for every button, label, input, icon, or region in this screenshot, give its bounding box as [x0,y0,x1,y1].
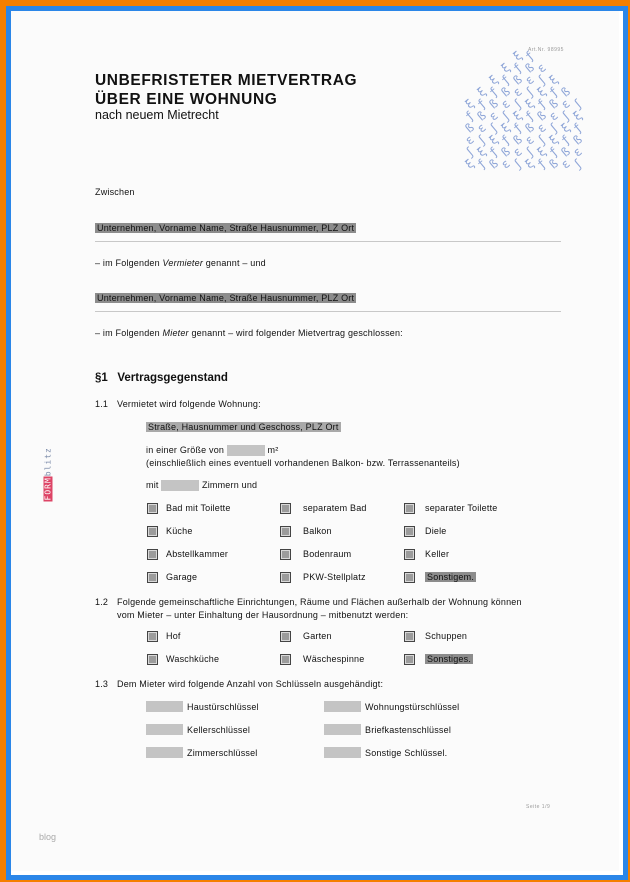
key-label: Sonstige Schlüssel. [365,748,448,758]
checkbox-separater-toilette[interactable] [404,503,415,514]
watermark-glyph: ß [534,108,549,124]
watermark-glyph: ƒ [558,132,573,148]
checkbox-abstellkammer[interactable] [147,549,158,560]
option-label: Waschküche [166,654,220,664]
watermark-glyph: ß [486,96,501,112]
watermark-glyph: ξ [522,96,537,112]
watermark-glyph: ξ [498,60,513,76]
checkbox-kueche[interactable] [147,526,158,537]
watermark-glyph: ξ [510,108,525,124]
watermark-glyph: ʃ [498,108,513,124]
landlord-rule [95,241,561,242]
option-label: Küche [166,526,193,536]
watermark-glyph: ƒ [522,48,537,64]
option-label: Keller [425,549,450,559]
watermark-glyph: ʃ [570,156,585,172]
watermark-glyph: ƒ [570,120,585,136]
size-input[interactable] [227,445,265,456]
option-label: PKW-Stellplatz [303,572,366,582]
watermark-glyph: ʃ [474,132,489,148]
item-1-1-number: 1.1 [95,399,109,409]
key-count-input[interactable] [324,747,361,758]
watermark-glyph: ʃ [534,72,549,88]
watermark-glyph: ε [534,60,549,76]
watermark-glyph: ƒ [510,120,525,136]
watermark-glyph: ƒ [546,84,561,100]
item-1-3-number: 1.3 [95,679,109,689]
watermark-glyph: ε [474,120,489,136]
article-number: Art.Nr. 98995 [528,47,564,53]
watermark-glyph: ξ [558,120,573,136]
landlord-field[interactable] [95,223,356,233]
key-label: Kellerschlüssel [187,725,251,735]
watermark-glyph: ʃ [522,84,537,100]
key-count-input[interactable] [146,724,183,735]
section-heading: §1 Vertragsgegenstand [95,372,228,384]
watermark-glyph: ß [522,120,537,136]
watermark-glyph: ß [498,144,513,160]
watermark-glyph: ε [546,108,561,124]
watermark-glyph: ƒ [546,144,561,160]
watermark-glyph: ƒ [486,84,501,100]
tenant-field[interactable] [95,293,356,303]
tenant-note: – im Folgenden Mieter genannt – wird folgender Mietvertrag geschlossen: [95,328,403,338]
checkbox-pkw-stellplatz[interactable] [280,572,291,583]
checkbox-bodenraum[interactable] [280,549,291,560]
tenant-field-text: Unternehmen, Vorname Name, Straße Hausnummer, PLZ Ort [97,293,355,303]
watermark-glyph: ξ [522,156,537,172]
watermark-glyph: ƒ [534,96,549,112]
watermark-glyph: ß [498,84,513,100]
checkbox-sonstigem[interactable] [404,572,415,583]
watermark-glyph: ε [510,144,525,160]
key-label: Haustürschlüssel [187,702,259,712]
page-number: Seite 1/9 [526,804,551,810]
option-label: Bad mit Toilette [166,503,231,513]
watermark-glyph: ƒ [522,108,537,124]
checkbox-keller[interactable] [404,549,415,560]
option-label-highlighted[interactable]: Sonstiges. [427,654,472,664]
checkbox-waschkueche[interactable] [147,654,158,665]
item-1-3-text: Dem Mieter wird folgende Anzahl von Schlüsseln ausgehändigt: [117,679,384,689]
landlord-field-text: Unternehmen, Vorname Name, Straße Hausnummer, PLZ Ort [97,223,355,233]
watermark-glyph: ƒ [474,156,489,172]
watermark-glyph: ξ [498,120,513,136]
blog-watermark: blog [39,832,57,842]
watermark-glyph: ƒ [474,96,489,112]
item-1-2-text-line2: vom Mieter – unter Einhaltung der Hausordnung – mitbenutzt werden: [117,610,409,620]
watermark-glyph: ε [570,144,585,160]
option-label: Schuppen [425,631,468,641]
watermark-glyph: ξ [546,132,561,148]
watermark-glyph: ε [522,72,537,88]
watermark-glyph: ε [522,132,537,148]
option-label-highlighted[interactable]: Sonstigem. [427,572,475,582]
watermark-glyph: ε [558,156,573,172]
watermark-glyph: ß [486,156,501,172]
rooms-input[interactable] [161,480,199,491]
key-label: Wohnungstürschlüssel [365,702,460,712]
landlord-note: – im Folgenden Vermieter genannt – und [95,258,266,268]
watermark-glyph: ξ [570,108,585,124]
checkbox-sonstiges[interactable] [404,654,415,665]
watermark-glyph: ß [474,108,489,124]
watermark-glyph: ε [510,84,525,100]
option-label: Diele [425,526,447,536]
watermark-glyph: ξ [474,84,489,100]
checkbox-separatem-bad[interactable] [280,503,291,514]
option-label: Garten [303,631,332,641]
watermark-glyph: ξ [462,156,477,172]
watermark-glyph: ξ [474,144,489,160]
key-label: Zimmerschlüssel [187,748,258,758]
key-count-input[interactable] [324,724,361,735]
checkbox-balkon[interactable] [280,526,291,537]
checkbox-schuppen[interactable] [404,631,415,642]
option-label: Bodenraum [303,549,352,559]
watermark-glyph: ƒ [486,144,501,160]
checkbox-hof[interactable] [147,631,158,642]
watermark-glyph: ε [462,132,477,148]
option-label: Wäschespinne [303,654,365,664]
watermark-glyph: ε [558,96,573,112]
watermark-glyph: ß [546,96,561,112]
form-watermark-pattern [462,48,596,174]
watermark-glyph: ƒ [462,108,477,124]
watermark-glyph: ƒ [498,132,513,148]
checkbox-garage[interactable] [147,572,158,583]
document-page [11,11,619,871]
watermark-glyph: ʃ [570,96,585,112]
watermark-glyph: ξ [534,144,549,160]
watermark-glyph: ß [546,156,561,172]
watermark-glyph: ß [462,120,477,136]
option-label: separater Toilette [425,503,498,513]
watermark-glyph: ƒ [510,60,525,76]
option-label: separatem Bad [303,503,367,513]
watermark-glyph: ξ [462,96,477,112]
subtitle: nach neuem Mietrecht [95,108,219,122]
formblitz-brand [41,438,55,506]
option-label: Balkon [303,526,332,536]
watermark-glyph: ƒ [534,156,549,172]
address-field[interactable] [146,422,341,432]
size-line: in einer Größe von m² [146,445,279,455]
key-count-input[interactable] [324,701,361,712]
watermark-glyph: ε [534,120,549,136]
option-label: Garage [166,572,198,582]
checkbox-diele[interactable] [404,526,415,537]
option-label: Hof [166,631,181,641]
address-field-text: Straße, Hausnummer und Geschoss, PLZ Ort [148,422,339,432]
watermark-glyph: ʃ [546,120,561,136]
checkbox-waeschespinne[interactable] [280,654,291,665]
watermark-glyph: ƒ [498,72,513,88]
watermark-glyph: ε [498,156,513,172]
brand-text: FORMblitz [43,447,53,501]
key-count-input[interactable] [146,747,183,758]
checkbox-bad-mit-toilette[interactable] [147,503,158,514]
key-label: Briefkastenschlüssel [365,725,452,735]
watermark-glyph: ε [498,96,513,112]
watermark-glyph: ʃ [462,144,477,160]
watermark-glyph: ß [522,60,537,76]
watermark-glyph: ʃ [534,132,549,148]
rooms-line: mit Zimmern und [146,480,258,490]
title-line1: UNBEFRISTETER MIETVERTRAG [95,72,358,89]
watermark-glyph: ξ [510,48,525,64]
watermark-glyph: ß [510,72,525,88]
watermark-glyph: ß [558,84,573,100]
watermark-glyph: ε [486,108,501,124]
watermark-glyph: ξ [534,84,549,100]
checkbox-garten[interactable] [280,631,291,642]
key-count-input[interactable] [146,701,183,712]
watermark-glyph: ʃ [522,144,537,160]
watermark-glyph: ξ [546,72,561,88]
watermark-glyph: ξ [486,132,501,148]
item-1-2-text-line1: Folgende gemeinschaftliche Einrichtungen, Räume und Flächen außerhalb der Wohnung können [117,597,522,607]
watermark-glyph: ß [570,132,585,148]
watermark-glyph: ʃ [510,156,525,172]
size-note: (einschließlich eines eventuell vorhandenen Balkon- bzw. Terrassenanteils) [146,458,460,468]
title-line2: ÜBER EINE WOHNUNG [95,91,278,108]
watermark-glyph: ξ [486,72,501,88]
watermark-glyph: ʃ [510,96,525,112]
tenant-rule [95,311,561,312]
watermark-glyph: ß [510,132,525,148]
watermark-glyph: ß [558,144,573,160]
item-1-1-text: Vermietet wird folgende Wohnung: [117,399,261,409]
watermark-glyph: ʃ [558,108,573,124]
between-label: Zwischen [95,187,135,197]
watermark-glyph: ʃ [486,120,501,136]
item-1-2-number: 1.2 [95,597,109,607]
option-label: Abstellkammer [166,549,229,559]
